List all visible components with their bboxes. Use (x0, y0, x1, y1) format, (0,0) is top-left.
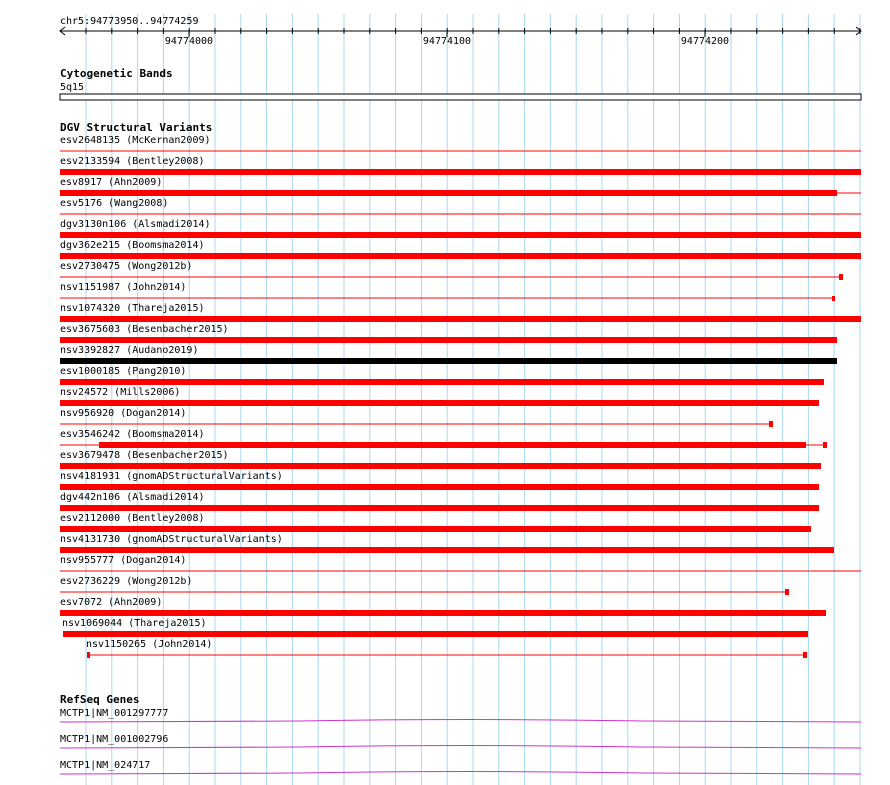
cytoband-label: 5q15 (60, 82, 85, 93)
dgv-feature-label: esv2730475 (Wong2012b) (60, 261, 193, 272)
dgv-feature-end[interactable] (839, 274, 843, 280)
refseq-gene-line[interactable] (60, 772, 861, 775)
dgv-feature[interactable] (60, 198, 861, 214)
dgv-feature[interactable] (60, 156, 861, 175)
dgv-feature-label: esv1000185 (Pang2010) (60, 366, 187, 377)
ruler-tick-94774200 (681, 31, 729, 47)
dgv-feature[interactable] (60, 450, 821, 469)
dgv-feature[interactable] (60, 303, 861, 322)
dgv-feature-bar[interactable] (60, 526, 811, 532)
dgv-feature-bar[interactable] (60, 337, 837, 343)
dgv-feature[interactable] (60, 261, 843, 280)
dgv-feature-bar[interactable] (60, 358, 837, 364)
dgv-feature-bar[interactable] (99, 442, 806, 448)
dgv-feature[interactable] (86, 639, 807, 658)
ruler (60, 16, 861, 47)
dgv-feature-label: esv3679478 (Besenbacher2015) (60, 450, 229, 461)
dgv-track (60, 121, 861, 658)
dgv-feature[interactable] (60, 429, 827, 448)
dgv-feature[interactable] (60, 324, 837, 343)
refseq-gene-label: MCTP1|NM_001297777 (60, 708, 169, 719)
ruler-tick-label: 94774200 (680, 36, 730, 47)
dgv-feature-start[interactable] (87, 652, 90, 658)
dgv-feature-label: nsv956920 (Dogan2014) (60, 408, 187, 419)
ruler-tick-94774000 (165, 31, 213, 47)
dgv-feature-bar[interactable] (60, 232, 861, 238)
dgv-feature-end[interactable] (785, 589, 789, 595)
track-title-refseq: RefSeq Genes (60, 693, 140, 706)
dgv-feature-label: esv5176 (Wang2008) (60, 198, 169, 209)
dgv-feature-end[interactable] (803, 652, 807, 658)
region-label: chr5:94773950..94774259 (60, 16, 199, 27)
dgv-feature-label: esv2736229 (Wong2012b) (60, 576, 193, 587)
dgv-feature-label: esv2133594 (Bentley2008) (60, 156, 205, 167)
track-title-dgv: DGV Structural Variants (60, 121, 213, 134)
dgv-feature-label: esv2112000 (Bentley2008) (60, 513, 205, 524)
dgv-feature-label: dgv442n106 (Alsmadi2014) (60, 492, 205, 503)
dgv-feature[interactable] (60, 555, 861, 571)
dgv-feature[interactable] (60, 177, 861, 196)
dgv-feature-bar[interactable] (60, 253, 861, 259)
dgv-feature-label: esv7072 (Ahn2009) (60, 597, 163, 608)
dgv-feature-bar[interactable] (60, 463, 821, 469)
dgv-feature-label: nsv1151987 (John2014) (60, 282, 187, 293)
refseq-gene-label: MCTP1|NM_001002796 (60, 734, 169, 745)
dgv-feature[interactable] (60, 240, 861, 259)
dgv-feature-label: esv8917 (Ahn2009) (60, 177, 163, 188)
dgv-feature-bar[interactable] (60, 547, 834, 553)
dgv-feature[interactable] (60, 513, 811, 532)
refseq-gene[interactable] (60, 734, 861, 748)
dgv-feature-bar[interactable] (60, 400, 819, 406)
dgv-feature-bar[interactable] (60, 610, 826, 616)
dgv-feature-end[interactable] (769, 421, 773, 427)
dgv-feature[interactable] (60, 219, 861, 238)
dgv-feature[interactable] (62, 618, 808, 637)
dgv-feature-label: dgv3130n106 (Alsmadi2014) (60, 219, 211, 230)
cytoband-track[interactable] (60, 67, 861, 100)
dgv-feature-bar[interactable] (60, 505, 819, 511)
dgv-feature[interactable] (60, 408, 773, 427)
dgv-feature-bar[interactable] (60, 379, 824, 385)
refseq-gene[interactable] (60, 760, 861, 774)
dgv-feature-bar[interactable] (63, 631, 808, 637)
refseq-gene-label: MCTP1|NM_024717 (60, 760, 151, 771)
dgv-feature-label: esv3675603 (Besenbacher2015) (60, 324, 229, 335)
ruler-tick-label: 94774100 (422, 36, 472, 47)
ruler-tick-94774100 (423, 31, 471, 47)
dgv-feature-label: esv2648135 (McKernan2009) (60, 135, 211, 146)
ruler-tick-label: 94774000 (164, 36, 214, 47)
dgv-feature-bar[interactable] (60, 484, 819, 490)
dgv-feature-bar[interactable] (60, 316, 861, 322)
refseq-gene-line[interactable] (60, 746, 861, 749)
refseq-track (60, 693, 861, 774)
dgv-feature-label: nsv1074320 (Thareja2015) (60, 303, 205, 314)
dgv-feature-label: nsv1069044 (Thareja2015) (62, 618, 207, 629)
refseq-gene[interactable] (60, 708, 861, 722)
dgv-feature[interactable] (60, 366, 824, 385)
dgv-feature-bar[interactable] (60, 190, 837, 196)
track-title-cytoband: Cytogenetic Bands (60, 67, 173, 80)
dgv-feature-end[interactable] (823, 442, 827, 448)
dgv-feature-label: dgv362e215 (Boomsma2014) (60, 240, 205, 251)
dgv-feature-label: nsv1150265 (John2014) (86, 639, 213, 650)
dgv-feature-label: nsv955777 (Dogan2014) (60, 555, 187, 566)
dgv-feature[interactable] (60, 345, 837, 364)
cytoband-bar[interactable] (60, 94, 861, 100)
dgv-feature-label: nsv4131730 (gnomADStructuralVariants) (60, 534, 283, 545)
dgv-feature-end[interactable] (832, 296, 835, 301)
dgv-feature-bar[interactable] (60, 169, 861, 175)
dgv-feature-label: esv3546242 (Boomsma2014) (60, 429, 205, 440)
dgv-feature-label: nsv24572 (Mills2006) (60, 387, 181, 398)
dgv-feature[interactable] (60, 597, 826, 616)
refseq-gene-line[interactable] (60, 720, 861, 723)
dgv-feature-label: nsv3392827 (Audano2019) (60, 345, 199, 356)
dgv-feature[interactable] (60, 135, 861, 151)
dgv-feature-label: nsv4181931 (gnomADStructuralVariants) (60, 471, 283, 482)
